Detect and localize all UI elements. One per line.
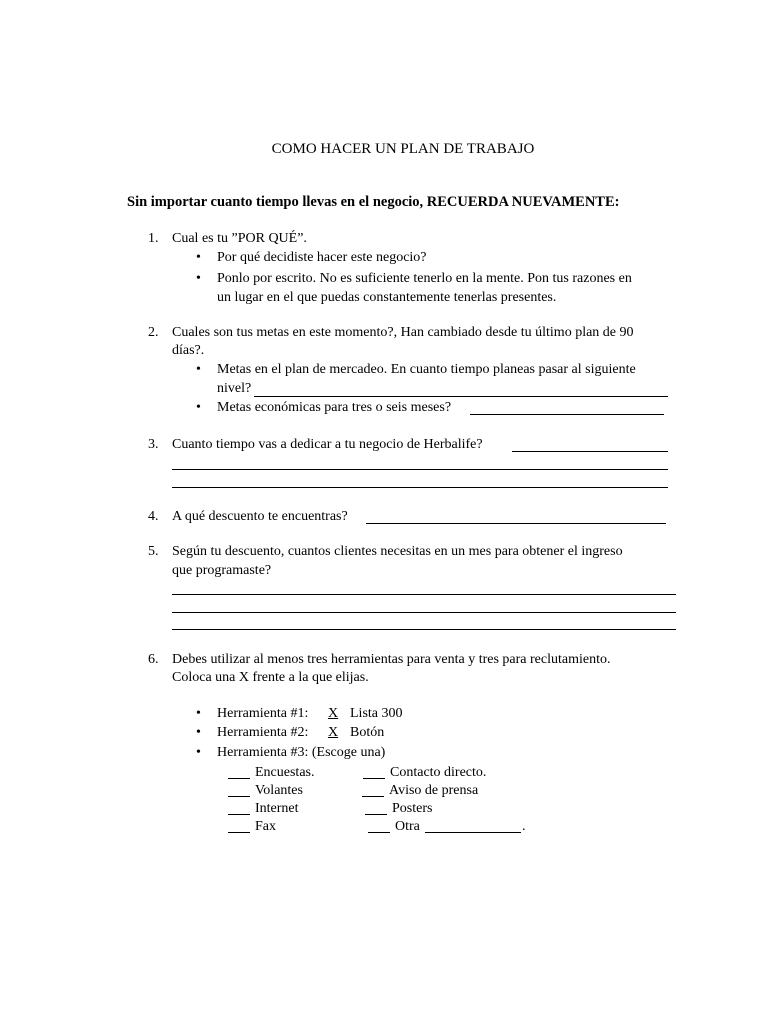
q5-number: 5.	[148, 544, 159, 559]
q5-answer-line-3[interactable]	[172, 629, 676, 630]
q3-number: 3.	[148, 437, 159, 452]
tool-1-mark[interactable]: X	[327, 706, 339, 721]
q1-bullet-2: Ponlo por escrito. No es suficiente tenerlo en la mente. Pon tus razones en	[217, 271, 632, 286]
bullet-icon: •	[196, 706, 201, 721]
option-blank-internet[interactable]	[228, 814, 250, 815]
tool-1-label: Herramienta #1:	[217, 706, 309, 721]
q4-number: 4.	[148, 509, 159, 524]
q5-line-1: Según tu descuento, cuantos clientes necesitas en un mes para obtener el ingreso	[172, 544, 623, 559]
q5-answer-line-1[interactable]	[172, 594, 676, 595]
q6-line-1: Debes utilizar al menos tres herramientas para venta y tres para reclutamiento.	[172, 652, 611, 667]
option-blank-encuestas[interactable]	[228, 778, 250, 779]
option-fax: Fax	[255, 819, 276, 834]
option-blank-contacto[interactable]	[363, 778, 385, 779]
q5-answer-line-2[interactable]	[172, 612, 676, 613]
q1-text: Cual es tu ”POR QUÉ”.	[172, 231, 307, 246]
bullet-icon: •	[196, 362, 201, 377]
q4-text: A qué descuento te encuentras?	[172, 509, 348, 524]
q6-line-2: Coloca una X frente a la que elijas.	[172, 670, 369, 685]
option-posters: Posters	[392, 801, 433, 816]
q2-answer-line-1[interactable]	[254, 396, 668, 397]
option-blank-aviso[interactable]	[362, 796, 384, 797]
q3-answer-line-3[interactable]	[172, 487, 668, 488]
q2-answer-line-2[interactable]	[470, 414, 664, 415]
q3-answer-line-2[interactable]	[172, 469, 668, 470]
tool-3-label: Herramienta #3: (Escoge una)	[217, 745, 386, 760]
tool-2-mark[interactable]: X	[327, 725, 339, 740]
option-encuestas: Encuestas.	[255, 765, 315, 780]
q4-answer-line[interactable]	[366, 523, 666, 524]
option-volantes: Volantes	[255, 783, 303, 798]
q2-line-2: días?.	[172, 343, 205, 358]
q5-line-2: que programaste?	[172, 563, 272, 578]
bullet-icon: •	[196, 725, 201, 740]
q2-number: 2.	[148, 325, 159, 340]
q2-bullet-2: Metas económicas para tres o seis meses?	[217, 400, 452, 415]
tool-2-name: Botón	[350, 725, 385, 740]
option-blank-posters[interactable]	[365, 814, 387, 815]
tool-1-name: Lista 300	[350, 706, 403, 721]
q2-line-1: Cuales son tus metas en este momento?, Han cambiado desde tu último plan de 90	[172, 325, 634, 340]
page-title: COMO HACER UN PLAN DE TRABAJO	[271, 141, 535, 157]
page-subtitle: Sin importar cuanto tiempo llevas en el negocio, RECUERDA NUEVAMENTE:	[127, 194, 620, 210]
bullet-icon: •	[196, 400, 201, 415]
bullet-icon: •	[196, 250, 201, 265]
option-otra-answer-line[interactable]	[425, 832, 521, 833]
option-blank-fax[interactable]	[228, 832, 250, 833]
option-otra-period: .	[522, 819, 526, 834]
option-blank-otra[interactable]	[368, 832, 390, 833]
option-internet: Internet	[255, 801, 299, 816]
q3-text: Cuanto tiempo vas a dedicar a tu negocio de Herbalife?	[172, 437, 483, 452]
q6-number: 6.	[148, 652, 159, 667]
q2-bullet-1: Metas en el plan de mercadeo. En cuanto tiempo planeas pasar al siguiente	[217, 362, 636, 377]
q1-bullet-2-cont: un lugar en el que puedas constantemente tenerlas presentes.	[217, 290, 557, 305]
q3-answer-line-1[interactable]	[512, 451, 668, 452]
bullet-icon: •	[196, 745, 201, 760]
bullet-icon: •	[196, 271, 201, 286]
q1-number: 1.	[148, 231, 159, 246]
option-contacto-directo: Contacto directo.	[390, 765, 487, 780]
tool-2-label: Herramienta #2:	[217, 725, 309, 740]
q1-bullet-1: Por qué decidiste hacer este negocio?	[217, 250, 427, 265]
option-otra: Otra	[395, 819, 420, 834]
option-aviso-de-prensa: Aviso de prensa	[389, 783, 479, 798]
option-blank-volantes[interactable]	[228, 796, 250, 797]
q2-bullet-1-cont: nivel?	[217, 381, 252, 396]
